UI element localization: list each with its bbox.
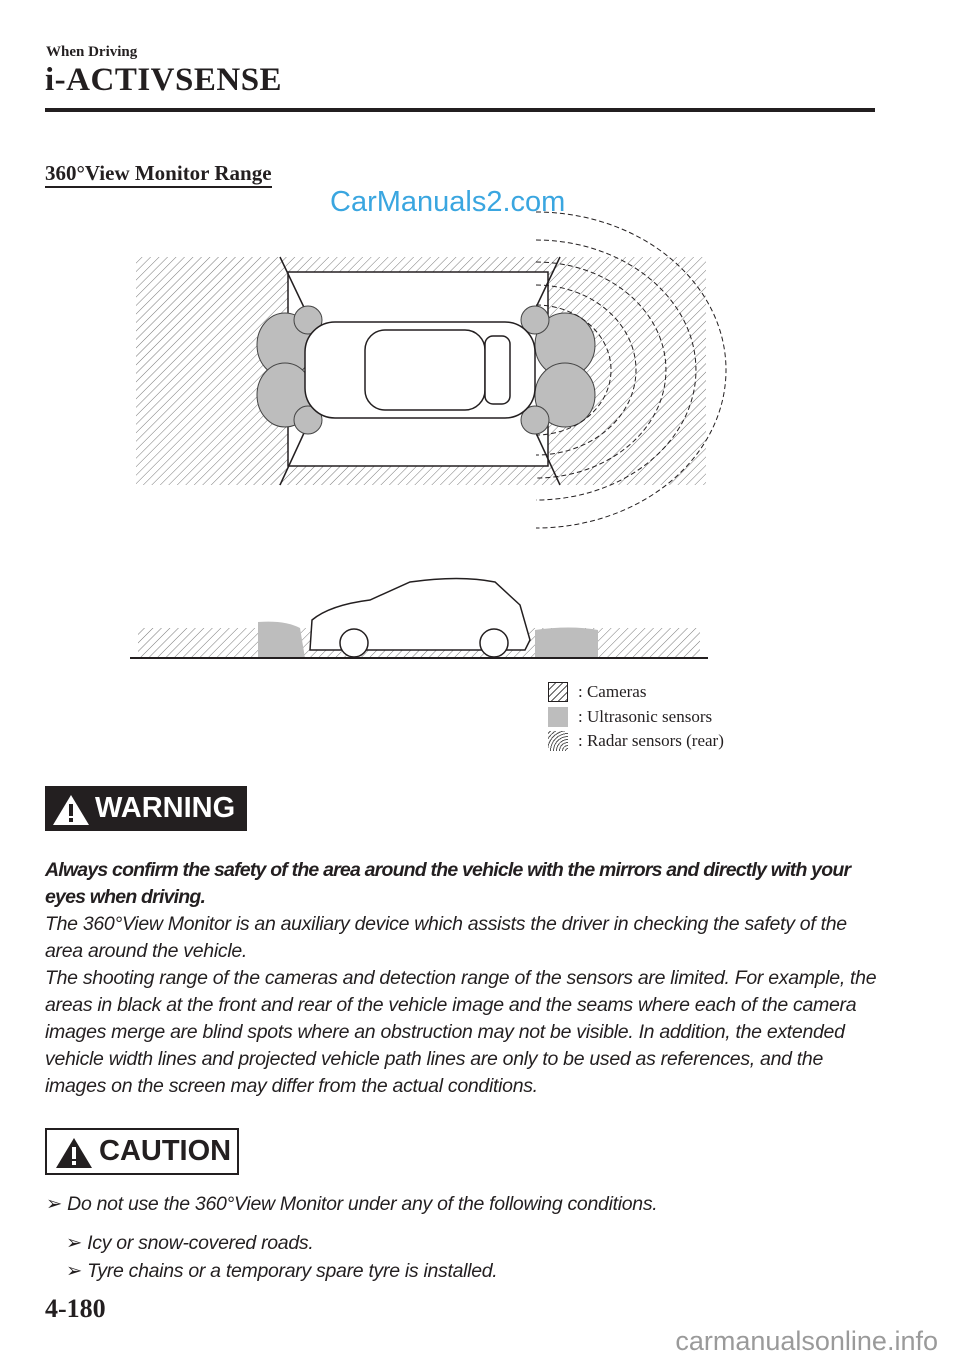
side-view — [130, 579, 708, 659]
caution-triangle-icon — [47, 1132, 99, 1172]
car-top-outline — [305, 322, 535, 418]
arrow-bullet-icon: ➢ — [66, 1232, 83, 1254]
watermark-top[interactable]: CarManuals2.com — [330, 186, 566, 218]
legend-item-radar: : Radar sensors (rear) — [548, 729, 724, 754]
warning-text: Always confirm the safety of the area around the vehicle with the mirrors and directly with your eyes when driving. The 360°View Monitor is an auxiliary device which assists the driver in checking the safety of the area around the vehicle. The shooting range of the cameras and detection range of the sensors are limited. For example, the areas in black at the front and rear of the vehicle image and the seams where each of the camera images merge are blind spots where an obstruction may not be visible. In addition, the extended vehicle width lines and projected vehicle path lines are only to be used as references, and the images on the screen may differ from the actual conditions. — [45, 859, 877, 1097]
subheading: 360°View Monitor Range — [45, 160, 272, 188]
warning-label: WARNING — [45, 786, 247, 831]
legend — [548, 680, 724, 754]
page-number: 4-180 — [45, 1294, 106, 1323]
caution-label: CAUTION — [45, 1128, 239, 1175]
page-title: i-ACTIVSENSE — [45, 62, 283, 98]
top-view — [136, 212, 726, 528]
section-label: When Driving — [46, 44, 138, 60]
gray-swatch-icon — [548, 707, 568, 727]
radar-swatch-icon — [548, 731, 568, 751]
legend-item-cameras: : Cameras — [548, 680, 724, 705]
caution-bullet: ➢ Do not use the 360°View Monitor under any of the following conditions. — [46, 1193, 658, 1215]
arrow-bullet-icon: ➢ — [46, 1193, 63, 1215]
legend-item-ultrasonic: : Ultrasonic sensors — [548, 705, 724, 730]
hatch-swatch-icon — [548, 682, 568, 702]
caution-sub-bullet: ➢ Icy or snow-covered roads. — [66, 1232, 314, 1254]
caution-sub-bullet: ➢ Tyre chains or a temporary spare tyre is installed. — [66, 1260, 498, 1282]
watermark-bottom[interactable]: carmanualsonline.info — [675, 1326, 938, 1356]
warning-triangle-icon — [45, 789, 95, 829]
arrow-bullet-icon: ➢ — [66, 1260, 83, 1282]
